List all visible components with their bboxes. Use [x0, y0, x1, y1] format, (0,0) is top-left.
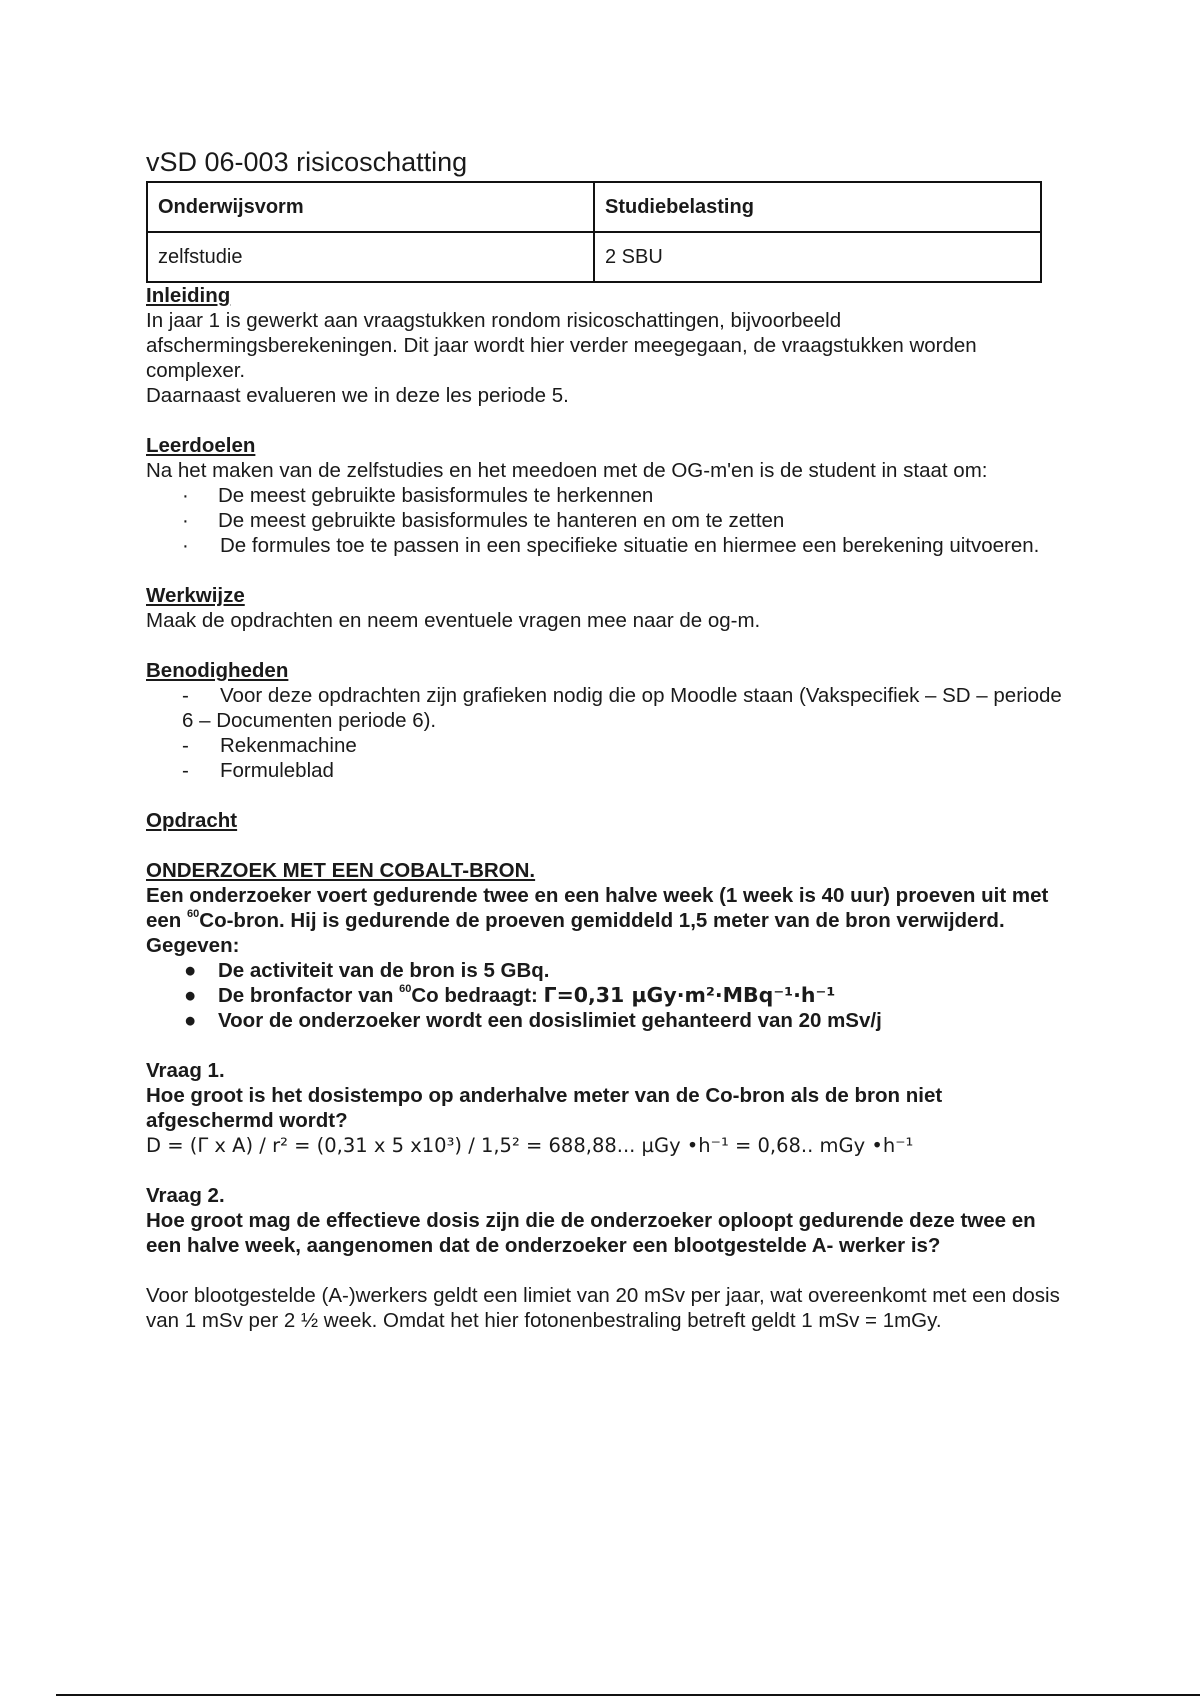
dash-marker: -: [182, 734, 189, 757]
given-item: ● De bronfactor van $^{60}$Co bedraagt: Γ=0,31 µGy·m²·MBq⁻¹·h⁻¹: [184, 983, 836, 1007]
section-inleiding: [146, 283, 1066, 408]
list-item: · De formules toe te passen in een specifieke situatie en hiermee een berekening uitvoeren.: [182, 534, 1040, 557]
document-title: vSD 06-003 risicoschatting: [146, 147, 468, 177]
table-header-row: [147, 182, 1041, 232]
question-2: [146, 1183, 1066, 1333]
list-item: · De meest gebruikte basisformules te hanteren en om te zetten: [182, 509, 785, 532]
table-cell: zelfstudie: [147, 232, 594, 282]
paragraph: Na het maken van de zelfstudies en het meedoen met de OG-m'en is de student in staat om:: [146, 459, 988, 482]
bullet-dot: ●: [184, 984, 197, 1007]
section-benodigheden: [146, 658, 1066, 783]
section-werkwijze: [146, 583, 1066, 633]
paragraph: Maak de opdrachten en neem eventuele vragen mee naar de og-m.: [146, 609, 761, 632]
section-opdracht: [146, 808, 1066, 1033]
question-label: Vraag 2.: [146, 1184, 225, 1207]
list-item: - Voor deze opdrachten zijn grafieken nodig die op Moodle staan (Vakspecifiek – SD – periode 6 – Documenten periode 6).: [182, 684, 1062, 732]
list-item: · De meest gebruikte basisformules te herkennen: [182, 484, 654, 507]
answer-text: Voor blootgestelde (A-)werkers geldt een limiet van 20 mSv per jaar, wat overeenkomt met een dosis van 1 mSv per 2 ½ week. Omdat het hier fotonenbestraling betreft geldt 1 mSv = 1mGy.: [146, 1284, 1060, 1332]
table-cell: 2 SBU: [594, 232, 1041, 282]
question-label: Vraag 1.: [146, 1059, 225, 1082]
section-heading: Benodigheden: [146, 659, 289, 682]
paragraph: In jaar 1 is gewerkt aan vraagstukken rondom risicoschattingen, bijvoorbeeld afschermingsberekeningen. Dit jaar wordt hier verder meegegaan, de vraagstukken worden complexer.: [146, 309, 977, 382]
bullet-dot: ·: [182, 534, 189, 557]
question-1: [146, 1058, 1066, 1158]
paragraph: Daarnaast evalueren we in deze les periode 5.: [146, 384, 569, 407]
given-item: ● De activiteit van de bron is 5 GBq.: [184, 959, 550, 982]
table-header-cell: Studiebelasting: [594, 182, 1041, 232]
bronfactor-formula: Γ=0,31 µGy·m²·MBq⁻¹·h⁻¹: [543, 983, 836, 1007]
dash-marker: -: [182, 759, 189, 782]
question-text: Hoe groot mag de effectieve dosis zijn die de onderzoeker oploopt gedurende deze twee en een halve week, aangenomen dat de onderzoeker een blootgestelde A- werker is?: [146, 1209, 1036, 1257]
answer-formula: D = (Γ x A) / r² = (0,31 x 5 x10³) / 1,5² = 688,88... µGy •h⁻¹ = 0,68.. mGy •h⁻¹: [146, 1134, 914, 1157]
page-footer-rule: [56, 1694, 1200, 1696]
section-heading: Inleiding: [146, 284, 231, 307]
bullet-dot: ●: [184, 1009, 197, 1032]
case-description: Een onderzoeker voert gedurende twee en een halve week (1 week is 40 uur) proeven uit met een $^{60}$Co-bron. Hij is gedurende de proeven gemiddeld 1,5 meter van de bron verwijderd.: [146, 884, 1049, 932]
section-heading: Werkwijze: [146, 584, 245, 607]
bullet-dot: ·: [182, 509, 189, 532]
list-item: - Rekenmachine: [182, 734, 357, 757]
list-item: - Formuleblad: [182, 759, 334, 782]
table-row: [147, 232, 1041, 282]
section-heading: Opdracht: [146, 809, 238, 832]
course-info-table: [146, 181, 1042, 283]
dash-marker: -: [182, 684, 189, 707]
bullet-dot: ·: [182, 484, 189, 507]
given-item: ● Voor de onderzoeker wordt een dosislimiet gehanteerd van 20 mSv/j: [184, 1009, 882, 1032]
case-title: ONDERZOEK MET EEN COBALT-BRON.: [146, 859, 536, 882]
given-label: Gegeven:: [146, 934, 240, 957]
section-heading: Leerdoelen: [146, 434, 256, 457]
question-text: Hoe groot is het dosistempo op anderhalve meter van de Co-bron als de bron niet afgeschermd wordt?: [146, 1084, 943, 1132]
document-page: [146, 146, 1066, 1333]
bullet-dot: ●: [184, 959, 197, 982]
table-header-cell: Onderwijsvorm: [147, 182, 594, 232]
section-leerdoelen: [146, 433, 1066, 558]
